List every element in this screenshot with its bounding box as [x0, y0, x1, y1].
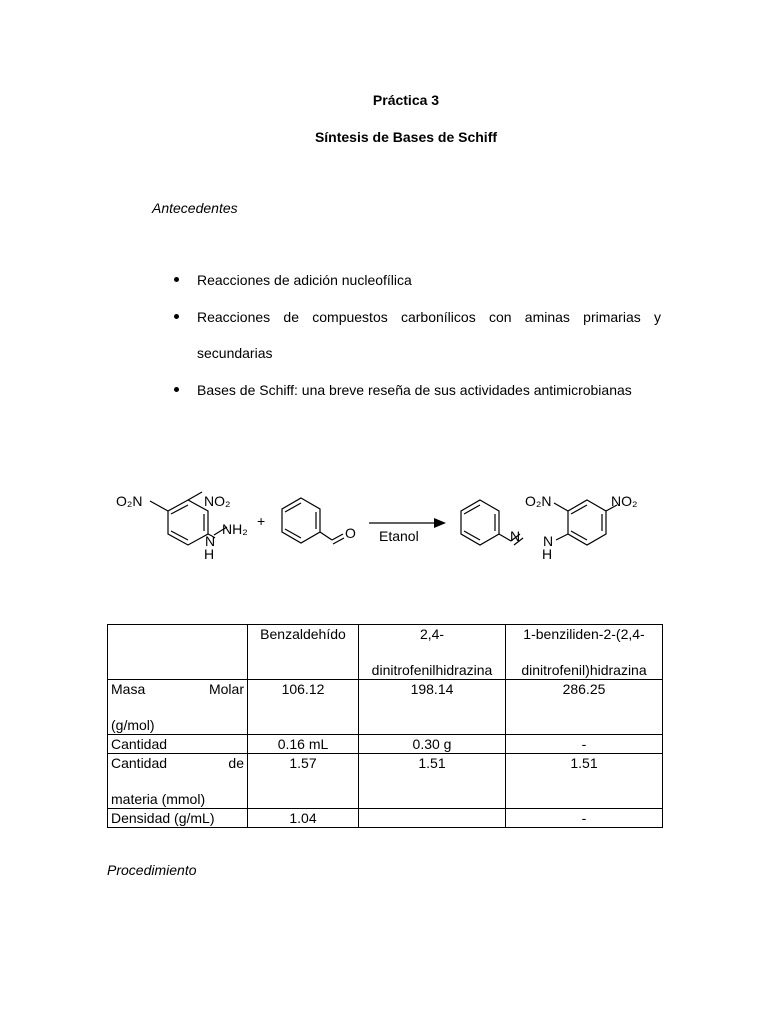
- label-line: [111, 680, 244, 698]
- product-phenyl-ring: [461, 500, 499, 545]
- label-word: Masa: [111, 681, 146, 697]
- product-h-label: H: [542, 546, 553, 562]
- table-cell: 198.14: [359, 680, 506, 735]
- label-line: materia (mmol): [111, 791, 206, 807]
- label-line: [111, 754, 244, 772]
- table-row: [108, 809, 663, 828]
- document-subtitle: Síntesis de Bases de Schiff: [314, 129, 498, 145]
- row-label-cantidad-materia: [108, 754, 248, 809]
- label-word: Molar: [208, 681, 244, 697]
- table-cell: 106.12: [248, 680, 359, 735]
- label-word: de: [228, 755, 244, 771]
- table-cell: 0.30 g: [359, 735, 506, 754]
- header-line: 1-benziliden-2-(2,4-: [523, 626, 645, 642]
- label-line: (g/mol): [111, 717, 155, 733]
- solvent-label: Etanol: [379, 528, 419, 544]
- row-label-cantidad: Cantidad: [108, 735, 248, 754]
- table-cell: -: [506, 735, 663, 754]
- table-row: [108, 754, 663, 809]
- row-label-densidad: Densidad (g/mL): [108, 809, 248, 828]
- table-cell: 1.57: [248, 754, 359, 809]
- bullet-item: Bases de Schiff: una breve reseña de sus actividades antimicrobianas: [150, 372, 661, 409]
- reagent1-o2n-label: O₂N: [116, 493, 143, 509]
- header-dinitrofenilhidrazina: [359, 625, 506, 680]
- section-heading-procedimiento: Procedimiento: [107, 862, 197, 878]
- table-row: [108, 680, 663, 735]
- label-word: Cantidad: [111, 755, 168, 771]
- background-bullet-list: [150, 262, 661, 408]
- plus-sign: +: [257, 513, 266, 529]
- table-cell: 0.16 mL: [248, 735, 359, 754]
- table-cell: 1.04: [248, 809, 359, 828]
- table-cell: -: [506, 809, 663, 828]
- document-title: Práctica 3: [372, 92, 440, 108]
- bullet-item: Reacciones de compuestos carbonílicos con aminas primarias y secundarias: [150, 299, 661, 372]
- arrow-head: [434, 518, 446, 528]
- header-product: [506, 625, 663, 680]
- bullet-item: Reacciones de adición nucleofílica: [150, 262, 661, 299]
- header-line: dinitrofenil)hidrazina: [521, 662, 647, 678]
- table-cell: 1.51: [359, 754, 506, 809]
- product-n2-label: N: [543, 533, 554, 549]
- reaction-scheme: [112, 478, 652, 568]
- reagent1-nh2-label: NH₂: [222, 521, 248, 537]
- reagent1-h-label: H: [204, 546, 215, 562]
- benzaldehyde-benzene-ring: [282, 498, 320, 543]
- aldehyde-o-label: O: [345, 525, 356, 541]
- product-o2n-label: O₂N: [525, 493, 552, 509]
- product-no2-label: NO₂: [611, 493, 638, 509]
- hydrazine-benzene-ring: [168, 500, 208, 545]
- table-cell: 286.25: [506, 680, 663, 735]
- reagent1-n-label: N: [205, 533, 216, 549]
- table-cell: [108, 625, 248, 680]
- table-cell: [359, 809, 506, 828]
- table-cell: 1.51: [506, 754, 663, 809]
- row-label-masa-molar: [108, 680, 248, 735]
- reagents-table: [107, 624, 663, 828]
- product-n1-label: N: [510, 528, 521, 544]
- header-line: dinitrofenilhidrazina: [371, 662, 493, 678]
- header-line: 2,4-: [419, 626, 445, 642]
- reagent1-no2-label: NO₂: [204, 493, 231, 509]
- section-heading-antecedentes: Antecedentes: [152, 200, 238, 216]
- product-dinitrophenyl-ring: [568, 500, 606, 545]
- table-row: [108, 735, 663, 754]
- table-header-row: [108, 625, 663, 680]
- header-benzaldehido: Benzaldehído: [248, 625, 359, 680]
